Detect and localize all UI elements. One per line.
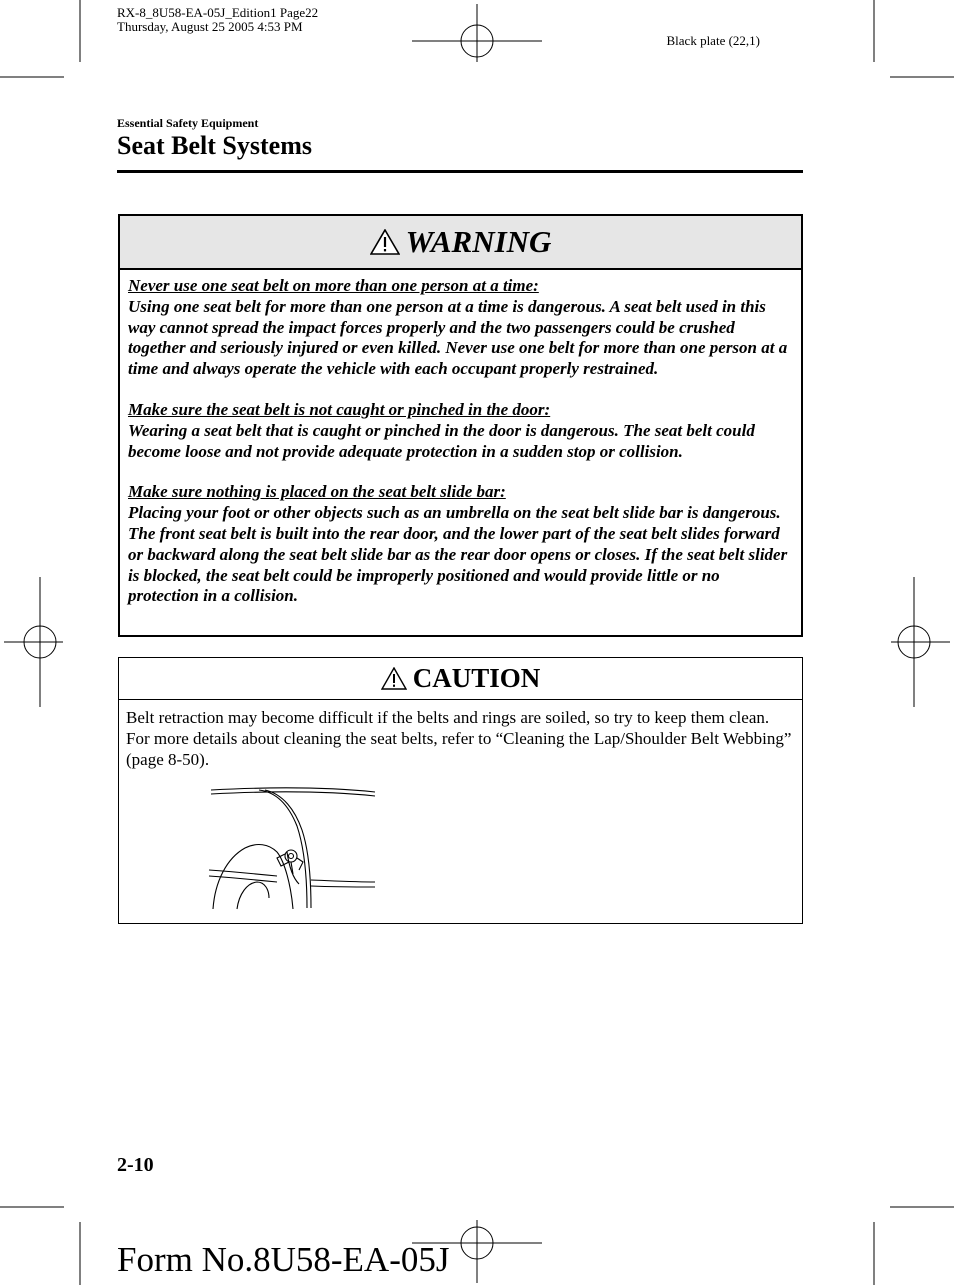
page-title: Seat Belt Systems [117, 131, 312, 160]
date-line: Thursday, August 25 2005 4:53 PM [117, 19, 303, 34]
caution-text: Belt retraction may become difficult if the belts and rings are soiled, so try to keep them clean. For more details about cleaning the seat belts, refer to “Cleaning the Lap/Shoulder Belt Webbing” (page 8-50). [126, 708, 792, 769]
registration-mark-top [412, 4, 542, 62]
warning-triangle-icon [370, 229, 400, 255]
seat-belt-ring-illustration [207, 786, 379, 911]
warning-item [128, 276, 793, 380]
registration-mark-left [4, 577, 63, 707]
title-rule [117, 170, 803, 173]
file-line: RX-8_8U58-EA-05J_Edition1 Page22 [117, 5, 319, 20]
warning-body [120, 270, 801, 607]
warning-triangle-icon [381, 667, 407, 690]
warning-item-text: Wearing a seat belt that is caught or pinched in the door is dangerous. The seat belt could become loose and not provide adequate protection in a sudden stop or collision. [128, 420, 755, 461]
warning-item-text: Placing your foot or other objects such as an umbrella on the seat belt slide bar is dangerous. The front seat belt is built into the rear door, and the lower part of the seat belt slides forward or backward along the seat belt slide bar as the rear door opens or closes. If the seat belt slider is blocked, the seat belt could be improperly positioned and would provide little or no protection in a collision. [128, 503, 788, 606]
warning-item-text: Using one seat belt for more than one person at a time is dangerous. A seat belt used in this way cannot spread the impact forces properly and the two passengers could be crushed together and seriously injured or even killed. Never use one belt for more than one person at a time and always operate the vehicle with each occupant properly restrained. [128, 296, 788, 379]
caution-title: CAUTION [412, 663, 541, 693]
form-number: Form No.8U58-EA-05J [117, 1240, 450, 1279]
warning-item [128, 400, 793, 462]
page-number: 2-10 [117, 1154, 154, 1176]
warning-header [120, 216, 801, 270]
registration-mark-right [891, 577, 950, 707]
warning-item-heading: Never use one seat belt on more than one person at a time: [128, 276, 539, 295]
warning-item-heading: Make sure nothing is placed on the seat belt slide bar: [128, 482, 506, 502]
caution-header [119, 658, 802, 700]
warning-item [128, 482, 793, 607]
section-label: Essential Safety Equipment [117, 116, 259, 130]
warning-item-heading: Make sure the seat belt is not caught or pinched in the door: [128, 399, 551, 419]
warning-box [118, 214, 803, 637]
caution-box [118, 657, 803, 924]
print-header [117, 6, 318, 34]
plate-label: Black plate (22,1) [666, 33, 760, 48]
warning-title: WARNING [405, 224, 552, 259]
